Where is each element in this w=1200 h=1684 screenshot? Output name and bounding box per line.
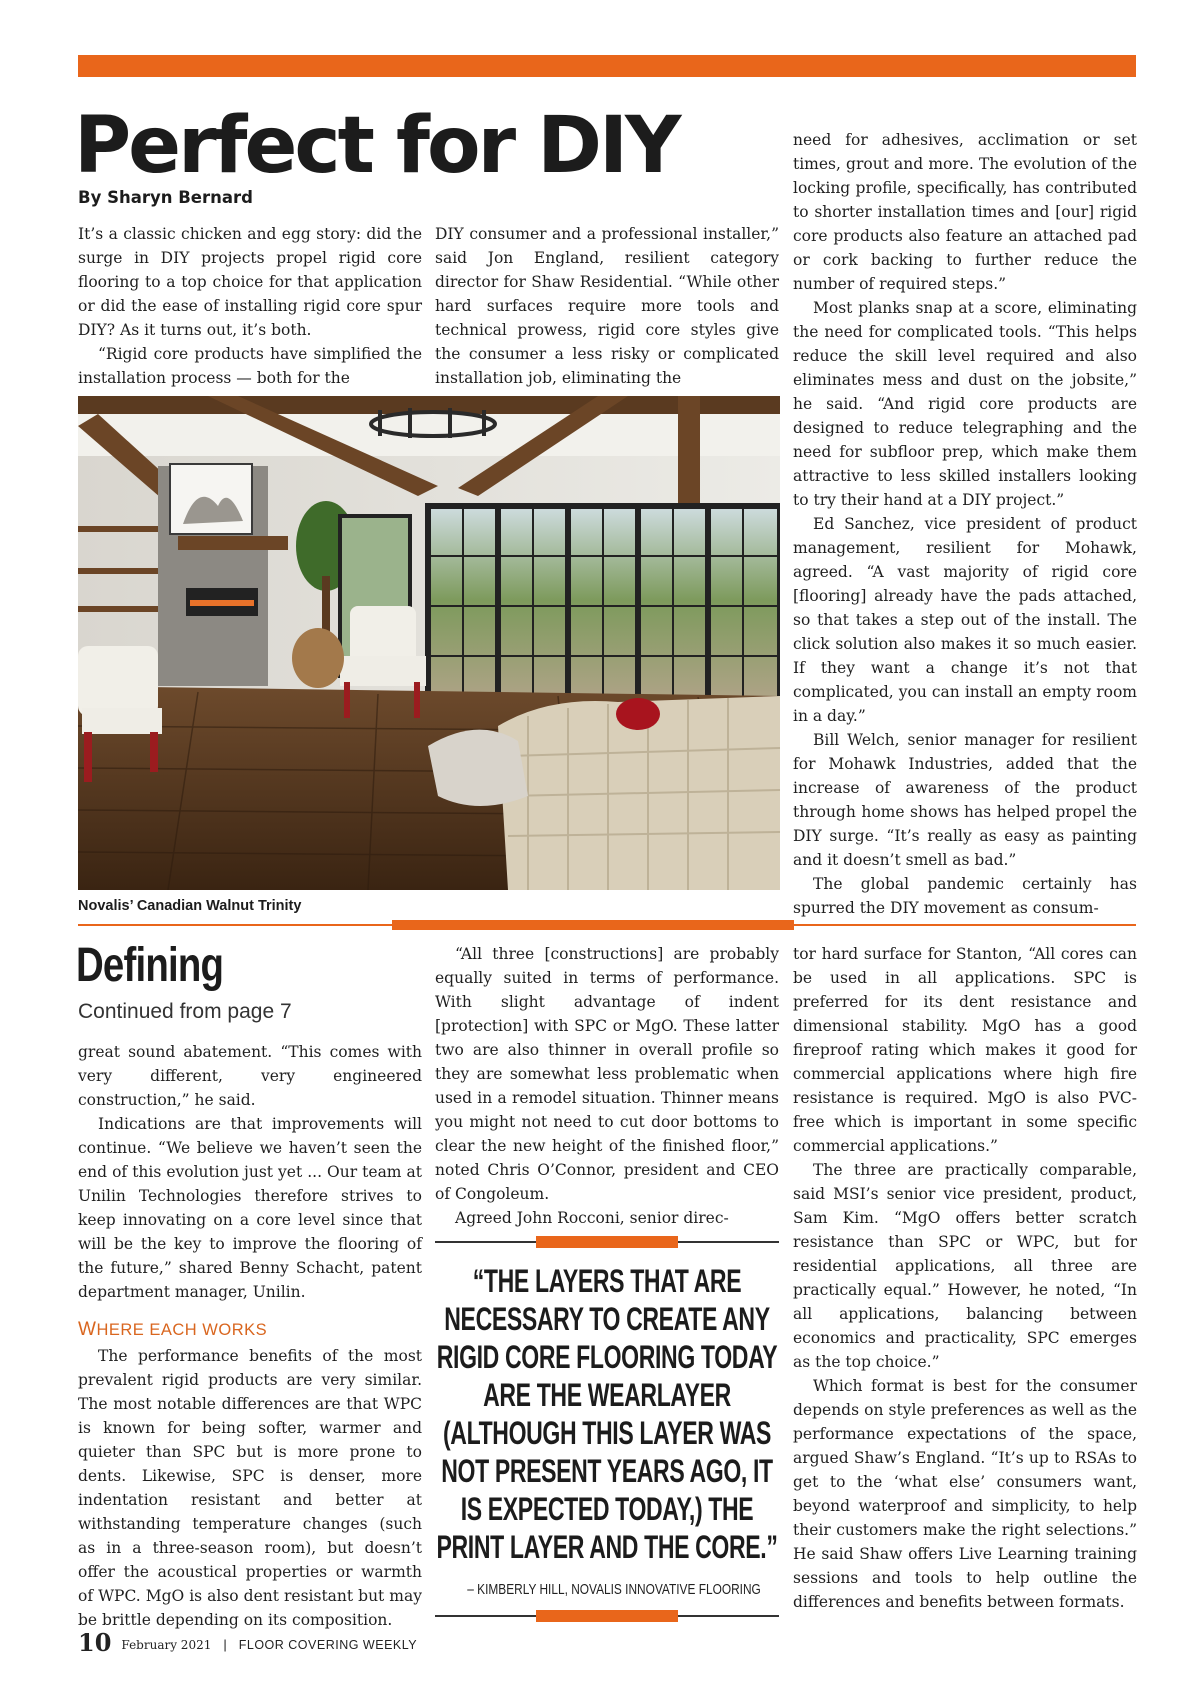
page-number: 10 xyxy=(78,1628,112,1657)
photo-caption: Novalis’ Canadian Walnut Trinity xyxy=(78,898,302,914)
paragraph: Most planks snap at a score, eliminating the need for complicated tools. “This helps reduce the skill level required and also eliminates mess and dust on the jobsite,” he said. “And rigid core products are designed to reduce telegraphing and the need for subfloor prep, which make them attractive to less skilled installers looking to try their hand at a DIY project.” xyxy=(793,299,1137,509)
pull-quote-text: “THE LAYERS THAT ARE NECESSARY TO CREATE ANY RIGID CORE FLOORING TODAY ARE THE WEARLAYER (ALTHOUGH THIS LAYER WAS NOT PRESENT YEARS AGO, IT IS EXPECTED TODAY,) THE PRINT LAYER AND THE CORE.” xyxy=(436,1263,778,1565)
paragraph: Ed Sanchez, vice president of product management, resilient for Mohawk, agreed. “A vast majority of rigid core [flooring] already have the pads attached, so that takes a step out of the install. The click solution also makes it so much easier. If they want a change it’s not that complicated, you can install an empty room in a day.” xyxy=(793,515,1137,725)
subhead-initial: W xyxy=(78,1319,97,1340)
publication-name: FLOOR COVERING WEEKLY xyxy=(238,1638,418,1652)
paragraph: Agreed John Rocconi, senior direc- xyxy=(455,1209,729,1227)
paragraph: “All three [constructions] are probably equally suited in terms of performance. With slight advantage of indent [protection] with SPC or MgO. These latter two are also thinner in overall profile so they are somewhat less problematic when used in a remodel situation. Thinner means you might not need to cut door bottoms to clear the new height of the finished floor,” noted Chris O’Connor, president and CEO of Congoleum. xyxy=(435,945,779,1203)
headline-perfect-for-diy: Perfect for DIY xyxy=(74,101,679,191)
living-room-flooring-photo xyxy=(78,396,780,890)
paragraph: Bill Welch, senior manager for resilient for Mohawk Industries, added that the increase of awareness of the product through home shows has helped propel the DIY surge. “It’s really as easy as painting and it doesn’t smell as bad.” xyxy=(793,731,1137,869)
top-accent-bar xyxy=(78,55,1136,77)
page-footer xyxy=(78,1628,417,1661)
issue-date: February 2021 xyxy=(121,1638,212,1652)
subhead-where-each-works xyxy=(78,1318,422,1342)
article2-column-1-section xyxy=(78,1318,422,1632)
pull-quote-attribution xyxy=(435,1582,779,1598)
subhead-rest: HERE EACH WORKS xyxy=(96,1321,268,1339)
footer-separator: | xyxy=(223,1637,227,1652)
headline-defining: Defining xyxy=(76,939,224,992)
paragraph: “Rigid core products have simplified the installation process — both for the xyxy=(78,345,422,387)
paragraph: The three are practically comparable, said MSI’s senior vice president, product, Sam Kim. “MgO offers better scratch resistance than SPC or WPC, but for residential applications, all three are practically equal.” However, he noted, “In all applications, balancing between economics and practicality, SPC emerges as the top choice.” xyxy=(793,1161,1137,1371)
paragraph: tor hard surface for Stanton, “All cores can be used in all applications. SPC is preferred for its dent resistance and dimensional stability. MgO has a good fireproof rating which makes it good for commercial applications where high fire resistance is required. MgO is also PVC-free which is important in some specific commercial applications.” xyxy=(793,945,1137,1155)
article1-column-2 xyxy=(435,222,779,390)
article1-column-3 xyxy=(793,128,1137,920)
article1-column-1 xyxy=(78,222,422,390)
paragraph: great sound abatement. “This comes with very different, very engineered construction,” he said. xyxy=(78,1043,422,1109)
pull-quote-bottom-accent xyxy=(536,1610,678,1622)
paragraph: The performance benefits of the most prevalent rigid products are very similar. The most notable differences are that WPC is known for being softer, warmer and quieter than SPC but is more prone to dents. Likewise, SPC is denser, more indentation resistant and better at withstanding temperature changes (such as in a three-season room), but doesn’t offer the acoustical properties or warmth of WPC. MgO is also dent resistant but may be brittle depending on its composition. xyxy=(78,1347,422,1629)
article2-column-1 xyxy=(78,1040,422,1304)
paragraph: It’s a classic chicken and egg story: did the surge in DIY projects propel rigid core flooring to a top choice for that application or did the ease of installing rigid core spur DIY? As it turns out, it’s both. xyxy=(78,225,422,339)
article2-column-2 xyxy=(435,942,779,1230)
pull-quote-attribution-text: – KIMBERLY HILL, NOVALIS INNOVATIVE FLOORING xyxy=(467,1582,761,1598)
paragraph: The global pandemic certainly has spurred the DIY movement as consum- xyxy=(793,875,1137,917)
pull-quote xyxy=(435,1262,779,1566)
paragraph: DIY consumer and a professional installer,” said Jon England, resilient category director for Shaw Residential. “While other hard surfaces require more tools and technical prowess, rigid core styles give the consumer a less risky or complicated installation job, eliminating the xyxy=(435,225,779,387)
article2-column-3 xyxy=(793,942,1137,1614)
paragraph: Which format is best for the consumer depends on style preferences as well as the performance expectations of the space, argued Shaw’s England. “It’s up to RSAs to get to the ‘what else’ consumers want, beyond waterproof and simplicity, to help their customers make the right selections.” He said Shaw offers Live Learning training sessions and tools to help outline the differences and benefits between formats. xyxy=(793,1377,1137,1611)
pull-quote-top-accent xyxy=(536,1236,678,1248)
paragraph: need for adhesives, acclimation or set times, grout and more. The evolution of the locking profile, specifically, has contributed to shorter installation times and [our] rigid core products also feature an attached pad or cork backing to further reduce the number of required steps.” xyxy=(793,131,1137,293)
section-divider-accent xyxy=(392,920,794,930)
continued-from-label: Continued from page 7 xyxy=(78,1000,292,1023)
paragraph: Indications are that improvements will continue. “We believe we haven’t seen the end of this evolution just yet ... Our team at Unilin Technologies therefore strives to keep innovating on a core level since that will be the key to improve the flooring of the future,” shared Benny Schacht, patent department manager, Unilin. xyxy=(78,1115,422,1301)
byline: By Sharyn Bernard xyxy=(78,188,253,207)
